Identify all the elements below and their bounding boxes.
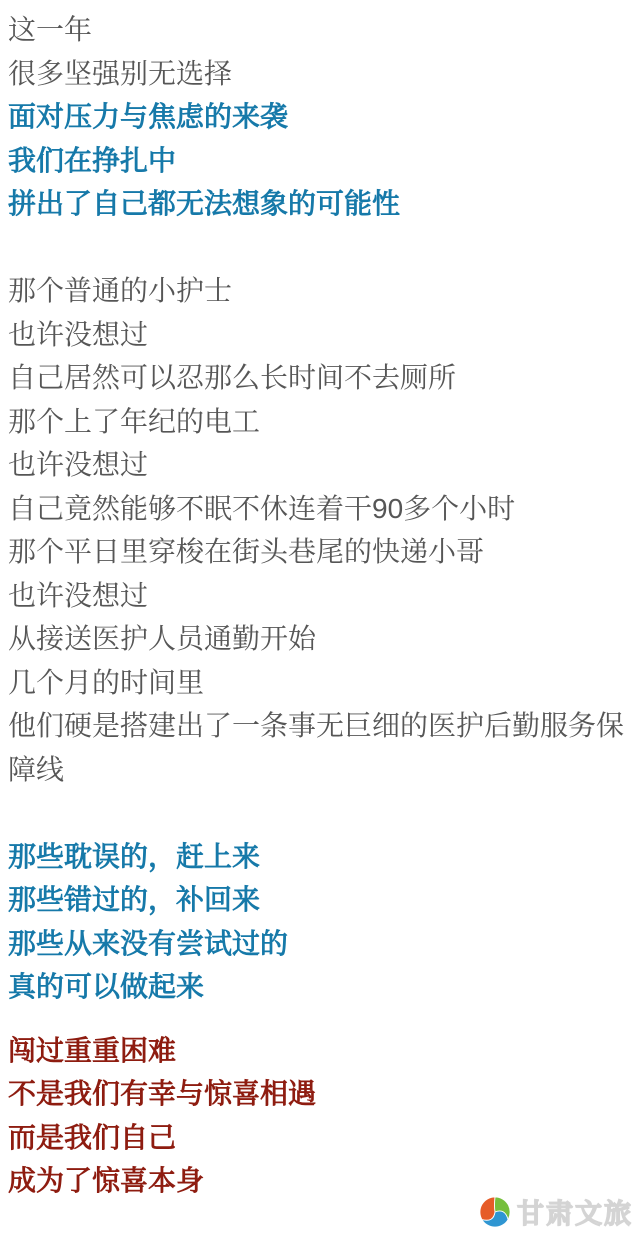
blank-line <box>8 791 632 835</box>
text-line: 很多坚强别无选择 <box>8 57 233 89</box>
watermark <box>478 1192 633 1231</box>
text-line: 拼出了自己都无法想象的可能性 <box>8 188 401 219</box>
text-line: 从接送医护人员通勤开始 <box>8 623 317 654</box>
text-line: 自己竟然能够不眠不休连着干90多个小时 <box>8 492 516 524</box>
text-line: 那些从来没有尝试过的 <box>8 927 289 959</box>
text-line: 那个平日里穿梭在街头巷尾的快递小哥 <box>8 536 485 567</box>
blank-line <box>8 226 632 270</box>
text-line: 真的可以做起来 <box>8 971 205 1002</box>
text-line: 面对压力与焦虑的来袭 <box>8 101 289 132</box>
article-lines <box>8 8 632 1203</box>
text-line: 不是我们有幸与惊喜相遇 <box>8 1078 317 1109</box>
text-line: 几个月的时间里 <box>8 666 205 698</box>
watermark-text: 甘肃文旅 <box>517 1199 633 1229</box>
blank-line <box>8 1009 632 1029</box>
text-line: 成为了惊喜本身 <box>8 1165 205 1196</box>
text-line: 他们硬是搭建出了一条事无巨细的医护后勤服务保障线 <box>8 710 625 785</box>
text-line: 那个上了年纪的电工 <box>8 405 261 437</box>
brand-logo-icon <box>478 1195 512 1229</box>
text-line: 闯过重重困难 <box>8 1034 177 1066</box>
text-line: 那个普通的小护士 <box>8 275 233 306</box>
text-line: 这一年 <box>8 14 93 45</box>
text-line: 那些耽误的，赶上来 <box>8 840 261 872</box>
text-line: 也许没想过 <box>8 449 149 480</box>
text-line: 自己居然可以忍那么长时间不去厕所 <box>8 362 457 393</box>
text-line: 而是我们自己 <box>8 1121 177 1153</box>
text-line: 也许没想过 <box>8 579 149 611</box>
text-line: 也许没想过 <box>8 318 149 350</box>
text-line: 我们在挣扎中 <box>8 144 177 176</box>
text-line: 那些错过的，补回来 <box>8 884 261 915</box>
